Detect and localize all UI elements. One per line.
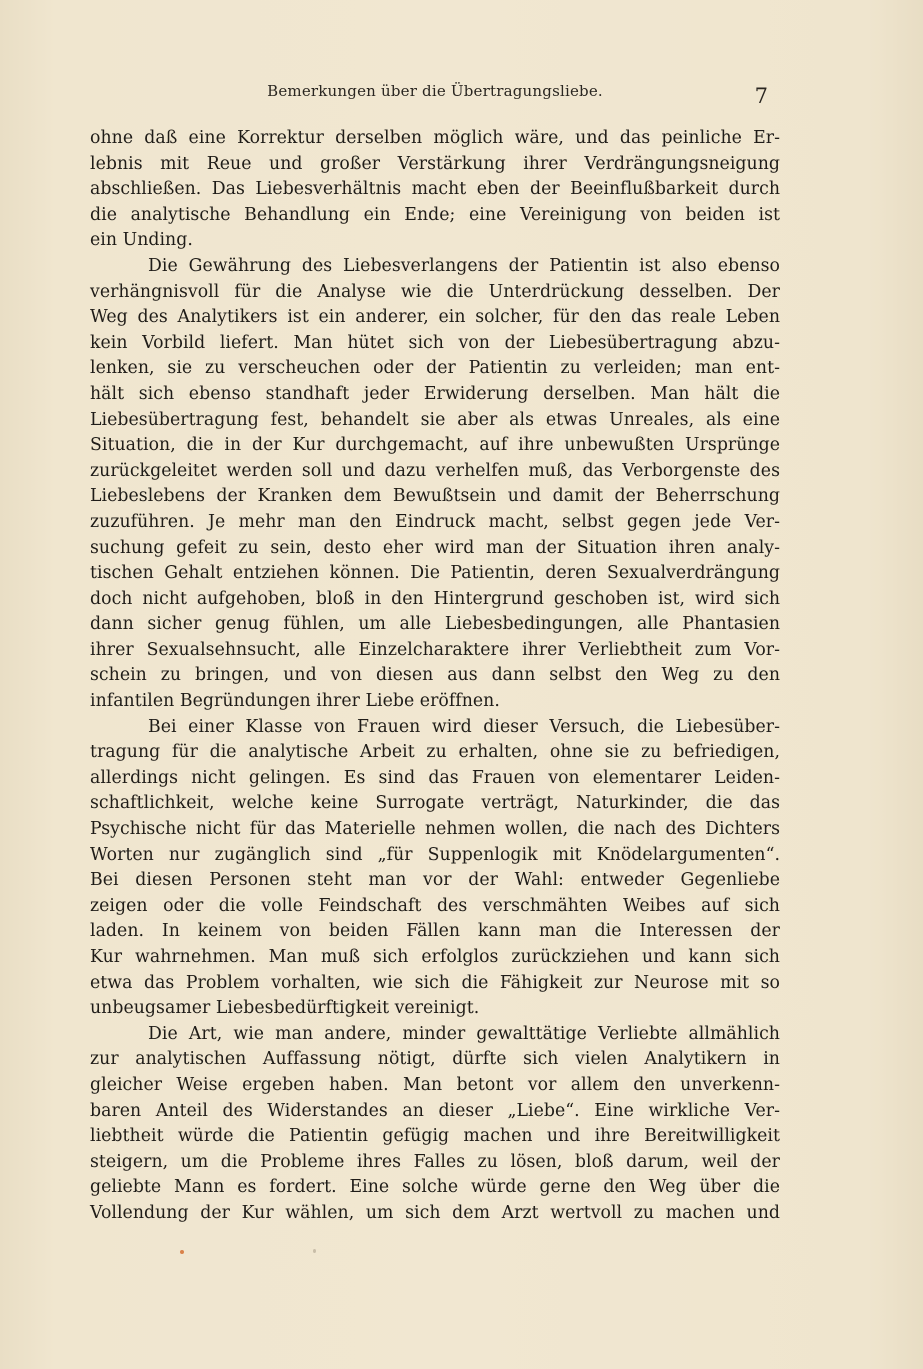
paragraph-first-line: Bei einer Klasse von Frauen wird dieser Versuch, die Liebesüber- [148,716,780,737]
text-line: suchung gefeit zu sein, desto eher wird man der Situation ihren analy- [90,537,780,558]
text-line: abschließen. Das Liebesverhältnis macht eben der Beeinflußbarkeit durch [90,179,780,200]
text-line: liebtheit würde die Patientin gefügig machen und ihre Bereitwilligkeit [90,1126,780,1147]
page-number: 7 [754,84,768,108]
paragraph-first-line: Die Art, wie man andere, minder gewalttätige Verliebte allmählich [148,1023,780,1044]
text-line: baren Anteil des Widerstandes an dieser „Liebe“. Eine wirkliche Ver- [90,1100,780,1121]
text-line: lenken, sie zu verscheuchen oder der Patientin zu verleiden; man ent- [90,358,780,379]
text-line: doch nicht aufgehoben, bloß in den Hintergrund geschoben ist, wird sich [90,588,780,609]
text-line: Liebeslebens der Kranken dem Bewußtsein und damit der Beherrschung [90,486,780,507]
text-line: verhängnisvoll für die Analyse wie die Unterdrückung desselben. Der [90,281,780,302]
text-line: schaftlichkeit, welche keine Surrogate verträgt, Naturkinder, die das [90,793,780,814]
text-line: Weg des Analytikers ist ein anderer, ein solcher, für den das reale Leben [90,307,780,328]
running-head [90,82,780,112]
text-line: schein zu bringen, und von diesen aus dann selbst den Weg zu den [90,665,780,686]
text-line: ohne daß eine Korrektur derselben möglich wäre, und das peinliche Er- [90,128,780,148]
text-line: etwa das Problem vorhalten, wie sich die Fähigkeit zur Neurose mit so [90,972,780,993]
body-text [90,126,780,1227]
text-line: Bei diesen Personen steht man vor der Wahl: entweder Gegenliebe [90,870,780,891]
text-line: zuzuführen. Je mehr man den Eindruck macht, selbst gegen jede Ver- [90,511,780,532]
running-title: Bemerkungen über die Übertragungsliebe. [267,82,603,100]
text-line: gleicher Weise ergeben haben. Man betont vor allem den unverkenn- [90,1074,780,1095]
text-line: Situation, die in der Kur durchgemacht, auf ihre unbewußten Ursprünge [90,435,780,456]
paper-speck [180,1250,184,1254]
text-line: Vollendung der Kur wählen, um sich dem Arzt wertvoll zu machen und [90,1202,780,1223]
text-line: laden. In keinem von beiden Fällen kann man die Interessen der [90,921,780,942]
text-line: tragung für die analytische Arbeit zu erhalten, ohne sie zu befriedigen, [90,742,780,763]
text-line: zurückgeleitet werden soll und dazu verhelfen muß, das Verborgenste des [90,460,780,481]
text-line: ihrer Sexualsehnsucht, alle Einzelcharaktere ihrer Verliebtheit zum Vor- [90,639,780,660]
text-line: geliebte Mann es fordert. Eine solche würde gerne den Weg über die [90,1177,780,1198]
text-line: zeigen oder die volle Feindschaft des verschmähten Weibes auf sich [90,895,780,916]
text-line: zur analytischen Auffassung nötigt, dürfte sich vielen Analytikern in [90,1049,780,1070]
text-line: hält sich ebenso standhaft jeder Erwiderung derselben. Man hält die [90,383,780,404]
text-line: die analytische Behandlung ein Ende; eine Vereinigung von beiden ist [90,204,780,225]
paper-speck [313,1249,316,1253]
text-line: dann sicher genug fühlen, um alle Liebesbedingungen, alle Phantasien [90,614,780,635]
text-line: Worten nur zugänglich sind „für Suppenlogik mit Knödelargumenten“. [90,844,780,865]
text-line: Kur wahrnehmen. Man muß sich erfolglos zurückziehen und kann sich [90,947,780,967]
paragraph-end-line: infantilen Begründungen ihrer Liebe eröffnen. [90,691,500,712]
text-line: Psychische nicht für das Materielle nehmen wollen, die nach des Dichters [90,819,780,840]
paragraph-end-line: ein Unding. [90,230,193,251]
paragraph-end-line: unbeugsamer Liebesbedürftigkeit vereinigt. [90,998,480,1019]
text-line: tischen Gehalt entziehen können. Die Patientin, deren Sexualverdrängung [90,563,780,584]
text-line: Liebesübertragung fest, behandelt sie aber als etwas Unreales, als eine [90,409,780,430]
text-line: allerdings nicht gelingen. Es sind das Frauen von elementarer Leiden- [90,767,780,788]
text-line: kein Vorbild liefert. Man hütet sich von der Liebesübertragung abzu- [90,332,780,353]
text-line: steigern, um die Probleme ihres Falles zu lösen, bloß darum, weil der [90,1151,780,1172]
text-line: lebnis mit Reue und großer Verstärkung ihrer Verdrängungsneigung [90,153,780,174]
paragraph-first-line: Die Gewährung des Liebesverlangens der Patientin ist also ebenso [148,255,780,276]
